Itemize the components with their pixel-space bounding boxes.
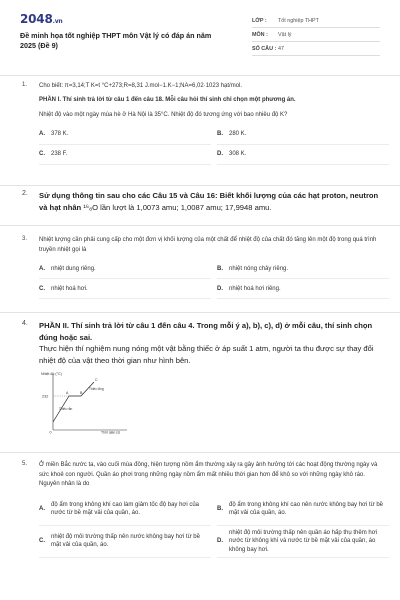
question-5 <box>22 461 382 558</box>
solid-tin-label: Thiếc rắn <box>59 407 73 411</box>
meta-row-class: LỚP : Tốt nghiệp THPT <box>252 14 380 28</box>
question-number: 4. <box>22 320 28 327</box>
page-title: Đề minh họa tốt nghiệp THPT môn Vật lý có đáp án năm 2025 (Đề 9) <box>20 31 212 50</box>
option-c[interactable]: C. nhiệt độ môi trường thấp nên nước không bay hơi từ bề mặt vải của quần, áo. <box>39 526 211 559</box>
divider <box>0 185 400 186</box>
option-a[interactable]: A. độ ẩm trong không khí cao làm giảm tốc độ bay hơi của nước từ bề mặt vải của quần, áo. <box>39 494 211 526</box>
question-3 <box>22 236 382 299</box>
meta-row-count: SỐ CÂU : 47 <box>252 42 380 56</box>
meta-row-subject: MÔN : Vật lý <box>252 28 380 42</box>
option-d[interactable]: D. nhiệt độ môi trường thấp nên quần áo hấp thụ thêm hơi nước từ không khí và nước từ bề mặt vải của quần, áo không bay hơi. <box>217 526 389 559</box>
divider <box>0 312 400 313</box>
question-stem: Thực hiện thí nghiệm nung nóng một vật bằng thiếc ở áp suất 1 atm, người ta thu được sự thay đổi nhiệt độ của vật theo thời gian như hình bên. <box>39 344 374 365</box>
option-c[interactable]: C. 238 F. <box>39 145 211 165</box>
question-stem: Nhiệt độ vào một ngày mùa hè ở Hà Nội là 35°C. Nhiệt độ đó tương ứng với bao nhiêu độ K? <box>39 112 288 118</box>
point-c-label: C <box>95 378 98 382</box>
x-axis-label: Thời gian (s) <box>101 430 121 434</box>
question-1 <box>22 82 382 165</box>
option-b[interactable]: B. nhiệt nóng chảy riêng. <box>217 259 389 279</box>
y-tick-label: 232 <box>42 394 49 399</box>
point-b-label: B <box>80 391 83 395</box>
question-constants: Cho biết: π=3,14;T K=t °C+273;R=8,31 J.mol−1.K−1;NA=6,02·1023 hạt/mol. <box>39 83 243 89</box>
temperature-time-graph <box>39 370 129 434</box>
option-a[interactable]: A. nhiệt dung riêng. <box>39 259 211 279</box>
option-d[interactable]: D. 308 K. <box>217 145 389 165</box>
question-stem: Ở miền Bắc nước ta, vào cuối mùa đông, hiện tượng nồm ẩm thường xảy ra gây ảnh hưởng tới các hoạt động thường ngày và sức khoẻ con người. Quần áo phơi trong những ngày nồm ẩm mất nhiều thời gian hơn để khô so với những ngày khô ráo. Nguyên nhân là do <box>39 462 378 487</box>
option-a[interactable]: A. 378 K. <box>39 125 211 145</box>
point-a-label: A <box>66 391 69 395</box>
option-c[interactable]: C. nhiệt hoá hơi. <box>39 279 211 299</box>
option-b[interactable]: B. 280 K. <box>217 125 389 145</box>
question-number: 1. <box>22 82 28 88</box>
question-stem: Sử dụng thông tin sau cho các Câu 15 và Câu 16: Biết khối lượng của các hạt proton, neutron và hạt nhân ¹⁶₈O lần lượt là 1,0073 amu; 1,0087 amu; 17,9948 amu. <box>39 191 379 212</box>
question-number: 2. <box>22 190 28 197</box>
origin-label: 0 <box>49 430 52 434</box>
meta-info <box>252 14 380 56</box>
part-heading: PHẦN II. Thí sinh trả lời từ câu 1 đến câu 4. Trong mỗi ý a), b), c), d) ở mỗi câu, thí sinh chọn đúng hoặc sai. <box>39 321 373 342</box>
nuclide-symbol: ¹⁶₈O <box>83 202 99 212</box>
page-header <box>20 12 380 74</box>
option-d[interactable]: D. nhiệt hoá hơi riêng. <box>217 279 389 299</box>
site-logo[interactable]: 2048.vn <box>20 12 63 26</box>
question-4 <box>22 320 382 439</box>
y-axis-label: Nhiệt độ (°C) <box>41 372 62 376</box>
question-2 <box>22 190 382 213</box>
temperature-curve <box>53 382 94 422</box>
divider <box>0 75 400 76</box>
liquid-tin-label: Thiếc lỏng <box>89 387 104 391</box>
question-stem: Nhiệt lượng cần phải cung cấp cho một đơn vị khối lượng của một chất để nhiệt độ của chất đó tăng lên một độ trong quá trình truyền nhiệt gọi là <box>39 237 377 253</box>
divider <box>0 452 400 453</box>
divider <box>0 225 400 226</box>
part-heading: PHẦN I. Thí sinh trả lời từ câu 1 đến câu 18. Mỗi câu hỏi thí sinh chỉ chọn một phương án. <box>39 96 296 103</box>
question-number: 5. <box>22 461 28 467</box>
question-number: 3. <box>22 236 28 242</box>
option-b[interactable]: B. độ ẩm trong không khí cao nên nước không bay hơi từ bề mặt vải của quần, áo. <box>217 494 389 526</box>
